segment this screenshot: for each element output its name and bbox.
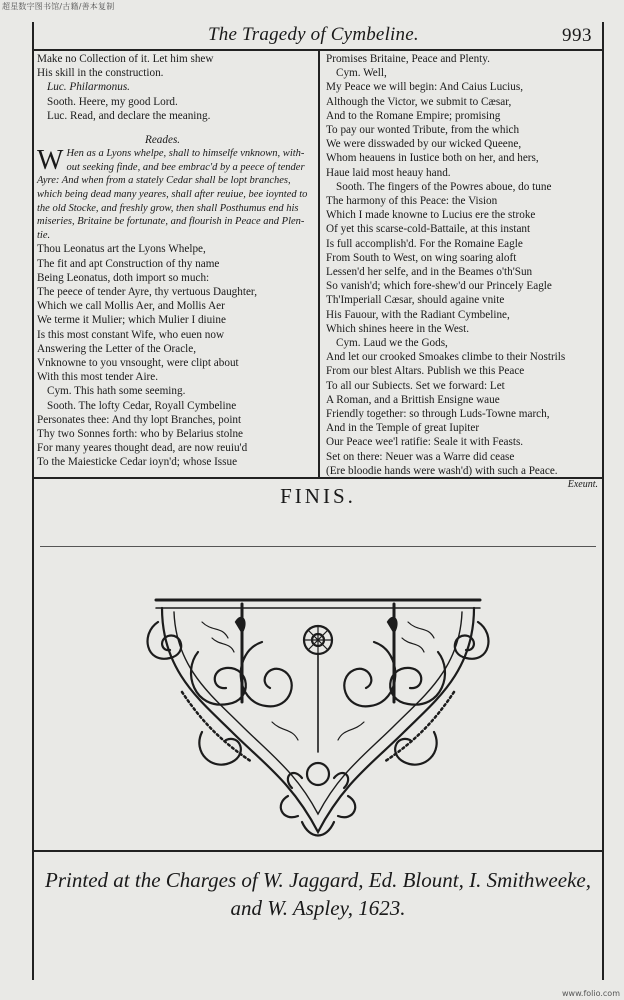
text-line: Thou Leonatus art the Lyons Whelpe,: [37, 243, 206, 256]
text-line: For many yeares thought dead, are now reuiu'd: [37, 442, 248, 455]
text-line: And let our crooked Smoakes climbe to their Nostrils: [326, 351, 566, 364]
text-line: To pay our wonted Tribute, from the which: [326, 124, 520, 137]
text-line: Make no Collection of it. Let him shew: [37, 53, 214, 65]
column-divider-rule: [318, 49, 320, 477]
stage-direction-exeunt: Exeunt.: [567, 479, 598, 491]
verse-line: Hen as a Lyons whelpe, shall to himselfe vnknown, with-: [66, 148, 305, 160]
text-line: The peece of tender Ayre, thy vertuous Daughter,: [37, 285, 258, 298]
text-line: Vnknowne to you vnsought, were clipt about: [37, 357, 239, 369]
text-line: Being Leonatus, doth import so much:: [37, 271, 210, 284]
finis-heading: FINIS.: [280, 484, 356, 508]
finis-rule: [40, 546, 596, 547]
text-line: We were disswaded by our wicked Queene,: [326, 138, 522, 151]
text-line: To all our Subiects. Set we forward: Let: [326, 379, 505, 392]
watermark-bottom: www.folio.com: [562, 989, 620, 998]
verse-line: the old Stocke, and freshly grow, then shall Posthumus end his: [37, 202, 299, 214]
text-line: Which shines heere in the West.: [326, 322, 470, 335]
text-line: Although the Victor, we submit to Cæsar,: [326, 95, 512, 108]
text-line: Which we call Mollis Aer, and Mollis Aer: [37, 300, 225, 313]
speech-line: Cym. Well,: [336, 67, 387, 80]
text-line: His Fauour, with the Radiant Cymbeline,: [326, 308, 510, 321]
speech-line: Luc. Read, and declare the meaning.: [47, 109, 211, 122]
text-line: From South to West, on wing soaring aloft: [326, 251, 517, 264]
tailpiece-ornament-icon: [142, 582, 494, 844]
text-line: Answering the Letter of the Oracle,: [37, 342, 197, 355]
text-line: So vanish'd; which fore-shew'd our Princely Eagle: [326, 280, 552, 293]
folio-page: [32, 22, 604, 980]
left-column: [37, 52, 309, 470]
speech-line: Sooth. Heere, my good Lord.: [47, 95, 178, 108]
text-line: Th'Imperiall Cæsar, should againe vnite: [326, 294, 505, 307]
verse-line: Ayre: And when from a stately Cedar shall be lopt branches,: [37, 175, 291, 187]
page-number: 993: [562, 25, 592, 46]
text-line: Is full accomplish'd. For the Romaine Eagle: [326, 237, 523, 250]
text-line: Set on there: Neuer was a Warre did cease: [326, 450, 515, 463]
text-line: My Peace we will begin: And Caius Lucius,: [326, 81, 523, 94]
text-line: Our Peace wee'l ratifie: Seale it with Feasts.: [326, 436, 524, 449]
verse-line: tie.: [37, 229, 51, 241]
text-line: Is this most constant Wife, who euen now: [37, 328, 225, 341]
text-line: And to the Romane Empire; promising: [326, 109, 501, 122]
running-title: The Tragedy of Cymbeline.: [208, 24, 419, 45]
text-line: Of yet this scarse-cold-Battaile, at this instant: [326, 223, 531, 236]
watermark-top: 超星数字图书馆/古籍/善本复制: [2, 2, 115, 11]
drop-cap: W: [37, 145, 64, 177]
text-line: From our blest Altars. Publish we this Peace: [326, 365, 525, 378]
text-line: Thy two Sonnes forth: who by Belarius stolne: [37, 428, 244, 441]
printer-imprint: [32, 866, 604, 922]
text-line: Haue laid most heauy hand.: [326, 166, 451, 179]
text-line: The fit and apt Construction of thy name: [37, 257, 220, 270]
verse-line: which being dead many yeares, shall after reuiue, bee ioynted to: [37, 189, 308, 200]
oracle-tablet-text: [37, 147, 309, 242]
text-line: Personates thee: And thy lopt Branches, point: [37, 413, 242, 426]
text-line: To the Maiesticke Cedar ioyn'd; whose Issue: [37, 456, 238, 469]
stage-direction: Reades.: [145, 134, 181, 147]
text-line: (Ere bloodie hands were wash'd) with such a Peace.: [326, 464, 558, 477]
text-line: The harmony of this Peace: the Vision: [326, 195, 498, 208]
text-line: A Roman, and a Brittish Ensigne waue: [326, 393, 500, 406]
text-line: We terme it Mulier; which Mulier I diuine: [37, 314, 226, 327]
text-line: Lessen'd her selfe, and in the Beames o'th'Sun: [326, 266, 533, 279]
text-line: With this most tender Aire.: [37, 371, 159, 384]
speech-line: Sooth. The lofty Cedar, Royall Cymbeline: [47, 399, 237, 412]
speech-line: Luc. Philarmonus.: [47, 81, 130, 94]
text-line: And in the Temple of great Iupiter: [326, 422, 480, 435]
text-line: Friendly together: so through Luds-Towne march,: [326, 408, 550, 421]
text-line: Whom heauens in Iustice both on her, and hers,: [326, 152, 539, 165]
text-line: Promises Britaine, Peace and Plenty.: [326, 53, 490, 65]
imprint-line: and W. Aspley, 1623.: [230, 896, 406, 920]
imprint-top-rule: [32, 850, 604, 852]
verse-line: miseries, Britaine be fortunate, and flourish in Peace and Plen-: [37, 216, 305, 228]
text-line: Which I made knowne to Lucius ere the stroke: [326, 209, 536, 222]
imprint-line: Printed at the Charges of W. Jaggard, Ed. Blount, I. Smithweeke,: [45, 868, 591, 892]
verse-line: out seeking finde, and bee embrac'd by a peece of tender: [66, 161, 305, 173]
speech-line: Cym. Laud we the Gods,: [336, 337, 448, 350]
page-header: [32, 22, 604, 50]
text-line: His skill in the construction.: [37, 67, 164, 80]
speech-line: Sooth. The fingers of the Powres aboue, do tune: [336, 180, 552, 193]
right-column: [326, 52, 602, 492]
speech-line: Cym. This hath some seeming.: [47, 385, 186, 398]
